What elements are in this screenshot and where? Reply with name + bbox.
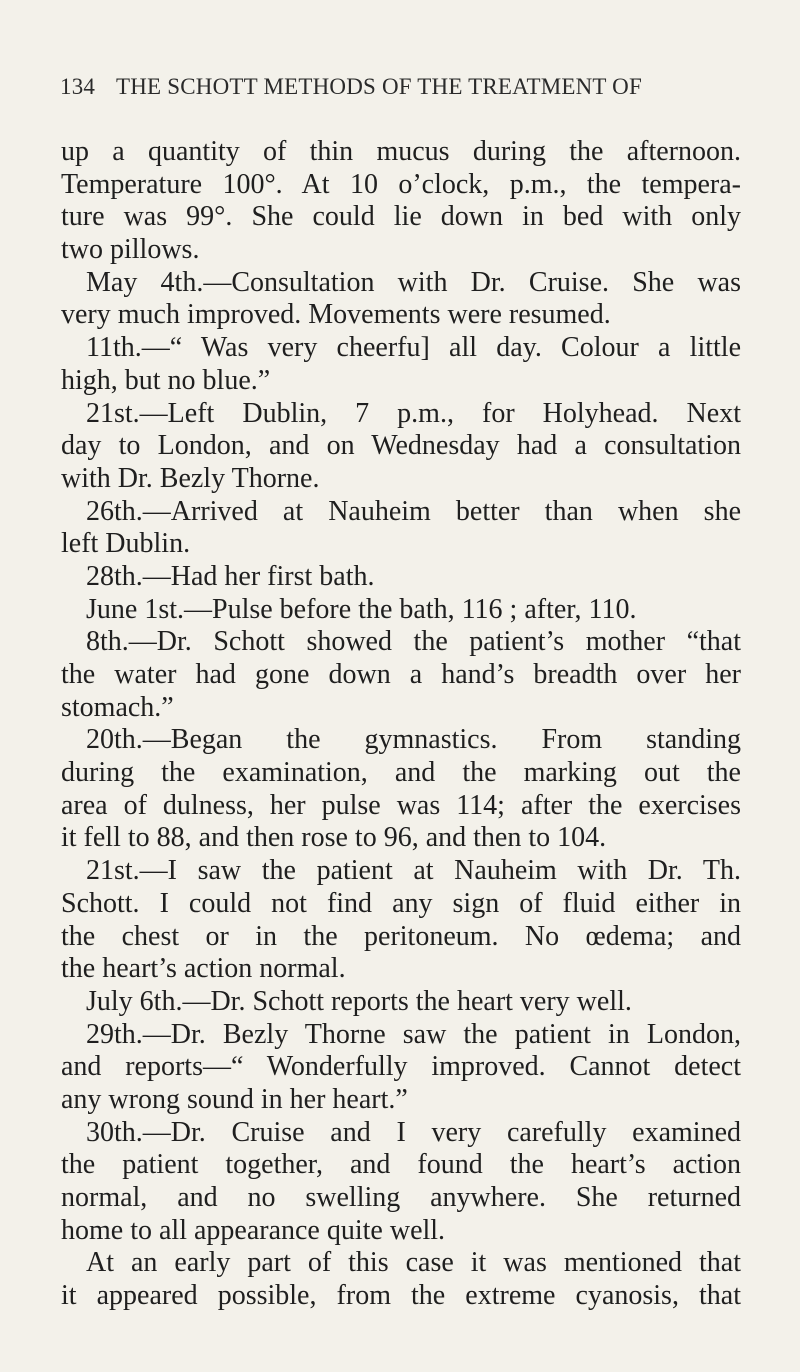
text-line: home to all appearance quite well. — [61, 1214, 446, 1246]
text-line: stomach.” — [61, 691, 174, 723]
text-line: 29th.—Dr. Bezly Thorne saw the patient in London, — [86, 1018, 741, 1050]
text-line: during the examination, and the marking out the — [61, 757, 741, 789]
text-line: Temperature 100°. At 10 o’clock, p.m., the tempera- — [61, 168, 741, 200]
text-line: the water had gone down a hand’s breadth over her — [61, 659, 741, 690]
text-line: the patient together, and found the heart’s action — [61, 1149, 741, 1181]
page-number: 134 — [60, 74, 96, 99]
text-line: left Dublin. — [61, 528, 191, 560]
text-line: very much improved. Movements were resumed. — [61, 299, 611, 331]
text-line: 28th.—Had her first bath. — [86, 560, 375, 592]
text-line: day to London, and on Wednesday had a consultation — [61, 430, 741, 462]
text-line: 20th.—Began the gymnastics. From standing — [86, 724, 741, 756]
text-line: the chest or in the peritoneum. No œdema; and — [61, 920, 741, 952]
text-line: Schott. I could not find any sign of fluid either in — [61, 887, 741, 919]
text-line: 8th.—Dr. Schott showed the patient’s mother “that — [86, 626, 741, 658]
text-line: 21st.—Left Dublin, 7 p.m., for Holyhead. Next — [86, 397, 741, 429]
text-line: any wrong sound in her heart.” — [61, 1083, 408, 1115]
text-line: July 6th.—Dr. Schott reports the heart very well. — [86, 985, 632, 1017]
running-header — [60, 74, 740, 106]
text-line: At an early part of this case it was mentioned that — [86, 1247, 741, 1279]
text-line: 30th.—Dr. Cruise and I very carefully examined — [86, 1116, 741, 1148]
text-line: with Dr. Bezly Thorne. — [61, 462, 320, 494]
text-line: ture was 99°. She could lie down in bed with only — [61, 201, 741, 233]
text-line: and reports—“ Wonderfully improved. Cannot detect — [61, 1051, 741, 1083]
text-line: it appeared possible, from the extreme cyanosis, that — [61, 1280, 741, 1312]
text-line: 26th.—Arrived at Nauheim better than when she — [86, 495, 741, 527]
text-line: 11th.—“ Was very cheerfu] all day. Colour a little — [86, 332, 741, 364]
text-line: up a quantity of thin mucus during the afternoon. — [61, 136, 741, 167]
text-line: normal, and no swelling anywhere. She returned — [61, 1182, 741, 1213]
running-title: THE SCHOTT METHODS OF THE TREATMENT OF — [116, 74, 642, 99]
text-line: it fell to 88, and then rose to 96, and then to 104. — [61, 822, 607, 854]
text-line: two pillows. — [61, 234, 200, 266]
text-line: 21st.—I saw the patient at Nauheim with Dr. Th. — [86, 855, 741, 887]
text-line: high, but no blue.” — [61, 364, 271, 396]
body-text — [61, 136, 741, 1313]
text-line: the heart’s action normal. — [61, 953, 346, 985]
text-line: area of dulness, her pulse was 114; after the exercises — [61, 789, 741, 821]
text-line: May 4th.—Consultation with Dr. Cruise. She was — [86, 266, 741, 298]
text-line: June 1st.—Pulse before the bath, 116 ; after, 110. — [86, 593, 637, 625]
